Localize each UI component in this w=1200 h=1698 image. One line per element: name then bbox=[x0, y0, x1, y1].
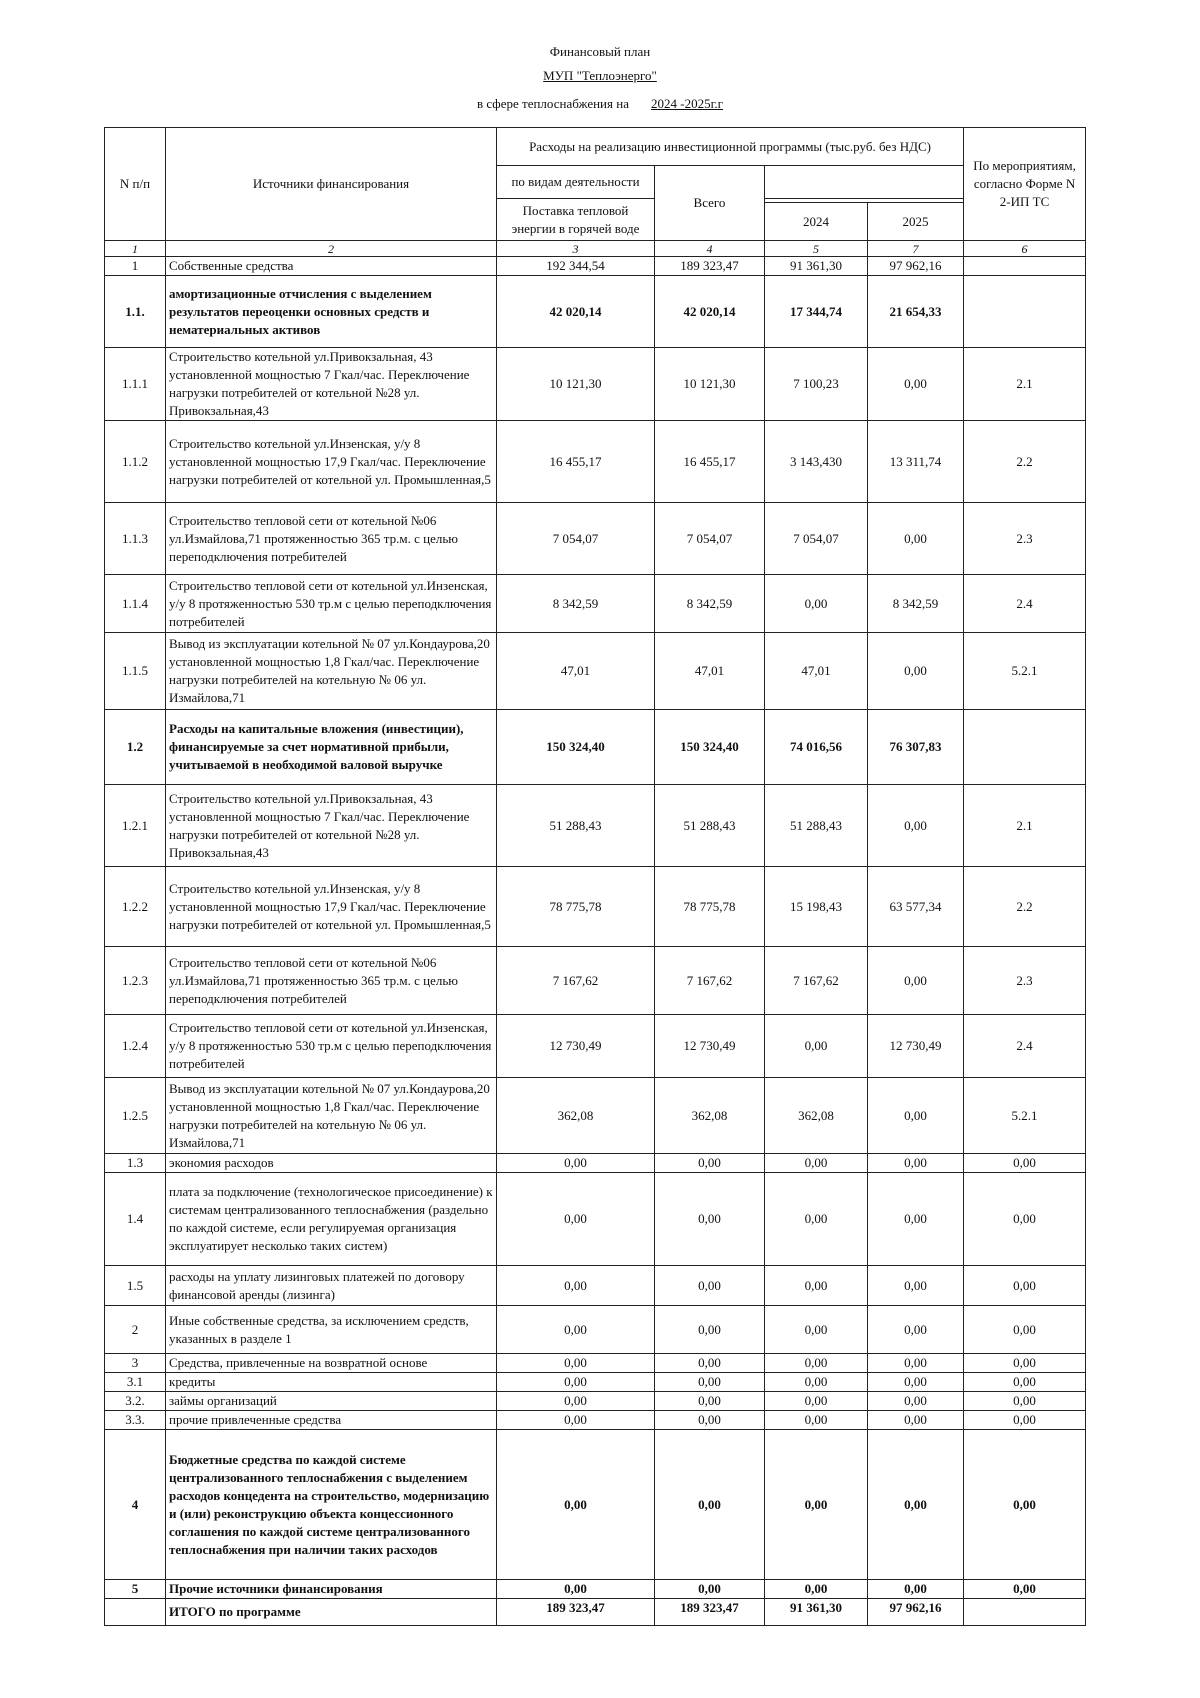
col-index: 6 bbox=[964, 241, 1086, 257]
row-measure: 2.4 bbox=[964, 1015, 1086, 1078]
table-row bbox=[105, 785, 1086, 867]
row-number: 1.1.4 bbox=[105, 575, 166, 633]
row-activity-value: 192 344,54 bbox=[497, 257, 655, 276]
scope-line bbox=[0, 96, 1200, 112]
row-total-value: 0,00 bbox=[655, 1354, 765, 1373]
row-source: Прочие источники финансирования bbox=[166, 1580, 497, 1599]
row-activity-value: 12 730,49 bbox=[497, 1015, 655, 1078]
row-number: 1.1. bbox=[105, 276, 166, 348]
row-activity-value: 16 455,17 bbox=[497, 421, 655, 503]
table-row bbox=[105, 1599, 1086, 1626]
table-row bbox=[105, 633, 1086, 710]
table-row bbox=[105, 867, 1086, 947]
row-number: 1.1.3 bbox=[105, 503, 166, 575]
row-activity-value: 0,00 bbox=[497, 1392, 655, 1411]
row-measure bbox=[964, 276, 1086, 348]
row-total-value: 78 775,78 bbox=[655, 867, 765, 947]
row-measure bbox=[964, 710, 1086, 785]
row-total-value: 0,00 bbox=[655, 1411, 765, 1430]
table-row bbox=[105, 1430, 1086, 1580]
row-2024-value: 0,00 bbox=[765, 1015, 868, 1078]
row-measure: 2.1 bbox=[964, 348, 1086, 421]
row-total-value: 10 121,30 bbox=[655, 348, 765, 421]
col-num-header: N п/п bbox=[105, 128, 166, 241]
row-source: Бюджетные средства по каждой системе централизованного теплоснабжения с выделением расходов концедента на строительство, модернизацию и (или) реконструкцию объекта концессионного соглашения по каждой системе централизованного теплоснабжения при наличии таких расходов bbox=[166, 1430, 497, 1580]
row-activity-value: 47,01 bbox=[497, 633, 655, 710]
row-number: 1.2.3 bbox=[105, 947, 166, 1015]
row-number: 3.1 bbox=[105, 1373, 166, 1392]
row-2024-value: 0,00 bbox=[765, 1154, 868, 1173]
row-2025-value: 13 311,74 bbox=[868, 421, 964, 503]
row-2024-value: 91 361,30 bbox=[765, 1599, 868, 1626]
row-source: Строительство котельной ул.Привокзальная, 43 установленной мощностью 7 Гкал/час. Переключение нагрузки потребителей от котельной №28 ул. Привокзальная,43 bbox=[166, 348, 497, 421]
row-measure: 5.2.1 bbox=[964, 633, 1086, 710]
row-2025-value: 0,00 bbox=[868, 1154, 964, 1173]
row-2025-value: 97 962,16 bbox=[868, 1599, 964, 1626]
row-activity-value: 10 121,30 bbox=[497, 348, 655, 421]
row-2024-value: 74 016,56 bbox=[765, 710, 868, 785]
row-measure: 2.3 bbox=[964, 503, 1086, 575]
table-row bbox=[105, 1154, 1086, 1173]
table-row bbox=[105, 1354, 1086, 1373]
col-years-blank bbox=[765, 166, 964, 199]
row-activity-value: 0,00 bbox=[497, 1154, 655, 1173]
row-measure: 0,00 bbox=[964, 1392, 1086, 1411]
row-number bbox=[105, 1599, 166, 1626]
col-2024-header: 2024 bbox=[765, 203, 868, 241]
table-body bbox=[105, 257, 1086, 1626]
col-index: 4 bbox=[655, 241, 765, 257]
row-2024-value: 0,00 bbox=[765, 575, 868, 633]
row-2025-value: 0,00 bbox=[868, 1430, 964, 1580]
col-activity-header: Поставка тепловой энергии в горячей воде bbox=[497, 199, 655, 241]
row-2024-value: 15 198,43 bbox=[765, 867, 868, 947]
row-measure: 0,00 bbox=[964, 1354, 1086, 1373]
table-row bbox=[105, 1173, 1086, 1266]
row-source: ИТОГО по программе bbox=[166, 1599, 497, 1626]
row-2024-value: 0,00 bbox=[765, 1373, 868, 1392]
row-measure bbox=[964, 257, 1086, 276]
row-total-value: 0,00 bbox=[655, 1373, 765, 1392]
row-total-value: 362,08 bbox=[655, 1078, 765, 1154]
col-measures-header: По мероприятиям, согласно Форме N 2-ИП ТС bbox=[964, 128, 1086, 241]
row-2024-value: 0,00 bbox=[765, 1306, 868, 1354]
row-number: 1.2.2 bbox=[105, 867, 166, 947]
row-2025-value: 0,00 bbox=[868, 1306, 964, 1354]
row-total-value: 12 730,49 bbox=[655, 1015, 765, 1078]
row-activity-value: 0,00 bbox=[497, 1373, 655, 1392]
row-total-value: 150 324,40 bbox=[655, 710, 765, 785]
row-measure: 2.4 bbox=[964, 575, 1086, 633]
table-row bbox=[105, 1411, 1086, 1430]
row-2024-value: 0,00 bbox=[765, 1392, 868, 1411]
row-source: Вывод из эксплуатации котельной № 07 ул.Кондаурова,20 установленной мощностью 1,8 Гкал/час. Переключение нагрузки потребителей на котельную № 06 ул. Измайлова,71 bbox=[166, 633, 497, 710]
row-measure: 5.2.1 bbox=[964, 1078, 1086, 1154]
row-2024-value: 51 288,43 bbox=[765, 785, 868, 867]
row-measure: 2.2 bbox=[964, 867, 1086, 947]
financial-plan-table bbox=[104, 127, 1086, 1626]
row-total-value: 47,01 bbox=[655, 633, 765, 710]
row-measure: 2.2 bbox=[964, 421, 1086, 503]
row-activity-value: 362,08 bbox=[497, 1078, 655, 1154]
table-row bbox=[105, 1078, 1086, 1154]
row-2025-value: 0,00 bbox=[868, 1354, 964, 1373]
row-number: 3.2. bbox=[105, 1392, 166, 1411]
table-row bbox=[105, 710, 1086, 785]
row-2025-value: 8 342,59 bbox=[868, 575, 964, 633]
period: 2024 -2025г.г bbox=[650, 96, 724, 111]
row-2024-value: 17 344,74 bbox=[765, 276, 868, 348]
row-source: амортизационные отчисления с выделением результатов переоценки основных средств и нематериальных активов bbox=[166, 276, 497, 348]
row-2024-value: 0,00 bbox=[765, 1266, 868, 1306]
row-measure: 2.3 bbox=[964, 947, 1086, 1015]
row-2025-value: 0,00 bbox=[868, 1392, 964, 1411]
row-measure: 0,00 bbox=[964, 1580, 1086, 1599]
row-number: 1.3 bbox=[105, 1154, 166, 1173]
row-total-value: 7 054,07 bbox=[655, 503, 765, 575]
row-2025-value: 0,00 bbox=[868, 1580, 964, 1599]
row-total-value: 42 020,14 bbox=[655, 276, 765, 348]
row-2025-value: 0,00 bbox=[868, 785, 964, 867]
row-total-value: 0,00 bbox=[655, 1173, 765, 1266]
doc-title: Финансовый план bbox=[549, 44, 651, 59]
table-row bbox=[105, 421, 1086, 503]
row-2025-value: 0,00 bbox=[868, 633, 964, 710]
row-total-value: 0,00 bbox=[655, 1430, 765, 1580]
row-activity-value: 78 775,78 bbox=[497, 867, 655, 947]
row-number: 1.1.1 bbox=[105, 348, 166, 421]
row-source: экономия расходов bbox=[166, 1154, 497, 1173]
row-number: 1.1.2 bbox=[105, 421, 166, 503]
table-row bbox=[105, 503, 1086, 575]
table-row bbox=[105, 947, 1086, 1015]
col-index: 2 bbox=[166, 241, 497, 257]
row-2024-value: 362,08 bbox=[765, 1078, 868, 1154]
row-2024-value: 91 361,30 bbox=[765, 257, 868, 276]
row-2025-value: 0,00 bbox=[868, 1173, 964, 1266]
row-2024-value: 0,00 bbox=[765, 1411, 868, 1430]
row-2024-value: 0,00 bbox=[765, 1580, 868, 1599]
row-activity-value: 0,00 bbox=[497, 1430, 655, 1580]
col-2025-header: 2025 bbox=[868, 203, 964, 241]
row-source: прочие привлеченные средства bbox=[166, 1411, 497, 1430]
col-expenses-header: Расходы на реализацию инвестиционной программы (тыс.руб. без НДС) bbox=[497, 128, 964, 166]
row-total-value: 8 342,59 bbox=[655, 575, 765, 633]
row-2025-value: 0,00 bbox=[868, 1078, 964, 1154]
table-row bbox=[105, 1392, 1086, 1411]
table-row bbox=[105, 1306, 1086, 1354]
row-source: Строительство тепловой сети от котельной №06 ул.Измайлова,71 протяженностью 365 тр.м. с целью переподключения потребителей bbox=[166, 503, 497, 575]
row-total-value: 51 288,43 bbox=[655, 785, 765, 867]
row-2024-value: 47,01 bbox=[765, 633, 868, 710]
row-number: 1.2 bbox=[105, 710, 166, 785]
row-activity-value: 0,00 bbox=[497, 1580, 655, 1599]
row-2024-value: 0,00 bbox=[765, 1173, 868, 1266]
row-activity-value: 7 054,07 bbox=[497, 503, 655, 575]
row-2025-value: 63 577,34 bbox=[868, 867, 964, 947]
table-row bbox=[105, 348, 1086, 421]
row-2025-value: 0,00 bbox=[868, 1373, 964, 1392]
row-2024-value: 3 143,430 bbox=[765, 421, 868, 503]
row-2024-value: 0,00 bbox=[765, 1354, 868, 1373]
row-number: 1.1.5 bbox=[105, 633, 166, 710]
org-name-text: МУП "Теплоэнерго" bbox=[543, 68, 657, 83]
row-activity-value: 8 342,59 bbox=[497, 575, 655, 633]
row-2025-value: 0,00 bbox=[868, 1266, 964, 1306]
table-row bbox=[105, 257, 1086, 276]
row-measure: 0,00 bbox=[964, 1306, 1086, 1354]
row-activity-value: 51 288,43 bbox=[497, 785, 655, 867]
col-index: 3 bbox=[497, 241, 655, 257]
row-2025-value: 97 962,16 bbox=[868, 257, 964, 276]
row-source: Вывод из эксплуатации котельной № 07 ул.Кондаурова,20 установленной мощностью 1,8 Гкал/час. Переключение нагрузки потребителей на котельную № 06 ул. Измайлова,71 bbox=[166, 1078, 497, 1154]
row-number: 1.4 bbox=[105, 1173, 166, 1266]
row-2025-value: 12 730,49 bbox=[868, 1015, 964, 1078]
row-total-value: 0,00 bbox=[655, 1392, 765, 1411]
scope-label: в сфере теплоснабжения на bbox=[476, 96, 629, 111]
row-activity-value: 0,00 bbox=[497, 1354, 655, 1373]
row-2024-value: 7 167,62 bbox=[765, 947, 868, 1015]
row-source: Строительство тепловой сети от котельной ул.Инзенская, у/у 8 протяженностью 530 тр.м с целью переподключения потребителей bbox=[166, 575, 497, 633]
row-number: 2 bbox=[105, 1306, 166, 1354]
row-2025-value: 76 307,83 bbox=[868, 710, 964, 785]
row-total-value: 189 323,47 bbox=[655, 1599, 765, 1626]
row-total-value: 189 323,47 bbox=[655, 257, 765, 276]
row-measure bbox=[964, 1599, 1086, 1626]
table-row bbox=[105, 1266, 1086, 1306]
row-activity-value: 0,00 bbox=[497, 1266, 655, 1306]
table-row bbox=[105, 1015, 1086, 1078]
col-index: 7 bbox=[868, 241, 964, 257]
row-activity-value: 189 323,47 bbox=[497, 1599, 655, 1626]
row-source: кредиты bbox=[166, 1373, 497, 1392]
row-measure: 0,00 bbox=[964, 1173, 1086, 1266]
row-source: расходы на уплату лизинговых платежей по договору финансовой аренды (лизинга) bbox=[166, 1266, 497, 1306]
row-number: 3.3. bbox=[105, 1411, 166, 1430]
row-activity-value: 0,00 bbox=[497, 1173, 655, 1266]
row-source: плата за подключение (технологическое присоединение) к системам централизованного теплоснабжения (раздельно по каждой системе, если регулируемая организация эксплуатирует несколько таких систем) bbox=[166, 1173, 497, 1266]
row-measure: 0,00 bbox=[964, 1430, 1086, 1580]
row-total-value: 0,00 bbox=[655, 1266, 765, 1306]
row-total-value: 0,00 bbox=[655, 1154, 765, 1173]
row-measure: 0,00 bbox=[964, 1373, 1086, 1392]
row-2025-value: 0,00 bbox=[868, 947, 964, 1015]
row-number: 1.2.4 bbox=[105, 1015, 166, 1078]
row-total-value: 0,00 bbox=[655, 1306, 765, 1354]
row-measure: 0,00 bbox=[964, 1411, 1086, 1430]
row-number: 4 bbox=[105, 1430, 166, 1580]
table-row bbox=[105, 575, 1086, 633]
row-2025-value: 21 654,33 bbox=[868, 276, 964, 348]
row-measure: 0,00 bbox=[964, 1266, 1086, 1306]
row-source: займы организаций bbox=[166, 1392, 497, 1411]
row-activity-value: 7 167,62 bbox=[497, 947, 655, 1015]
row-activity-value: 42 020,14 bbox=[497, 276, 655, 348]
row-number: 3 bbox=[105, 1354, 166, 1373]
table-row bbox=[105, 276, 1086, 348]
row-2024-value: 7 100,23 bbox=[765, 348, 868, 421]
row-source: Иные собственные средства, за исключением средств, указанных в разделе 1 bbox=[166, 1306, 497, 1354]
row-number: 1.5 bbox=[105, 1266, 166, 1306]
row-source: Строительство тепловой сети от котельной ул.Инзенская, у/у 8 протяженностью 530 тр.м с целью переподключения потребителей bbox=[166, 1015, 497, 1078]
row-number: 5 bbox=[105, 1580, 166, 1599]
row-source: Строительство котельной ул.Привокзальная, 43 установленной мощностью 7 Гкал/час. Переключение нагрузки потребителей от котельной №28 ул. Привокзальная,43 bbox=[166, 785, 497, 867]
row-measure: 0,00 bbox=[964, 1154, 1086, 1173]
row-number: 1.2.1 bbox=[105, 785, 166, 867]
org-name bbox=[0, 68, 1200, 84]
row-2025-value: 0,00 bbox=[868, 503, 964, 575]
table-row bbox=[105, 1580, 1086, 1599]
row-measure: 2.1 bbox=[964, 785, 1086, 867]
col-index: 5 bbox=[765, 241, 868, 257]
row-total-value: 16 455,17 bbox=[655, 421, 765, 503]
row-2024-value: 7 054,07 bbox=[765, 503, 868, 575]
row-source: Строительство тепловой сети от котельной №06 ул.Измайлова,71 протяженностью 365 тр.м. с целью переподключения потребителей bbox=[166, 947, 497, 1015]
row-activity-value: 0,00 bbox=[497, 1411, 655, 1430]
row-number: 1.2.5 bbox=[105, 1078, 166, 1154]
row-2025-value: 0,00 bbox=[868, 348, 964, 421]
row-activity-value: 150 324,40 bbox=[497, 710, 655, 785]
row-source: Расходы на капитальные вложения (инвестиции), финансируемые за счет нормативной прибыли, учитываемой в необходимой валовой выручке bbox=[166, 710, 497, 785]
table-row bbox=[105, 1373, 1086, 1392]
col-by-activity-header: по видам деятельности bbox=[497, 166, 655, 199]
row-2025-value: 0,00 bbox=[868, 1411, 964, 1430]
row-source: Собственные средства bbox=[166, 257, 497, 276]
row-activity-value: 0,00 bbox=[497, 1306, 655, 1354]
row-total-value: 0,00 bbox=[655, 1580, 765, 1599]
row-source: Строительство котельной ул.Инзенская, у/у 8 установленной мощностью 17,9 Гкал/час. Переключение нагрузки потребителей от котельной ул. Промышленная,5 bbox=[166, 421, 497, 503]
row-total-value: 7 167,62 bbox=[655, 947, 765, 1015]
row-source: Средства, привлеченные на возвратной основе bbox=[166, 1354, 497, 1373]
row-number: 1 bbox=[105, 257, 166, 276]
row-source: Строительство котельной ул.Инзенская, у/у 8 установленной мощностью 17,9 Гкал/час. Переключение нагрузки потребителей от котельной ул. Промышленная,5 bbox=[166, 867, 497, 947]
col-total-header: Всего bbox=[655, 166, 765, 241]
col-source-header: Источники финансирования bbox=[166, 128, 497, 241]
row-2024-value: 0,00 bbox=[765, 1430, 868, 1580]
col-index: 1 bbox=[105, 241, 166, 257]
